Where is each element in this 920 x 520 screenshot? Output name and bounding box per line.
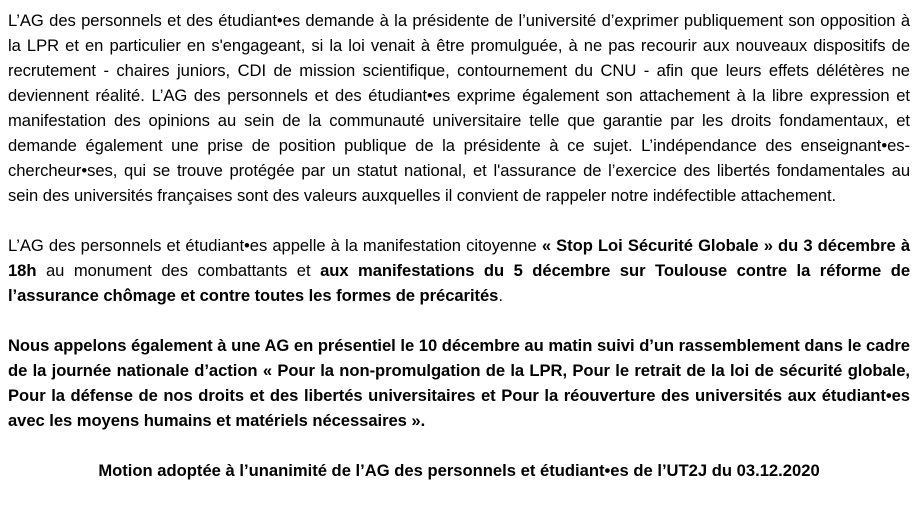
paragraph2-bold-1: « Stop Loi Sécurité Globale » du 3 décembre à 18h [8,236,910,280]
paragraph2-text-2: au monument des combattants et [36,261,321,280]
paragraph2-text-1: L’AG des personnels et étudiant•es appelle à la manifestation citoyenne [8,236,542,255]
motion-footer: Motion adoptée à l’unanimité de l’AG des personnels et étudiant•es de l’UT2J du 03.12.2020 [98,461,820,480]
paragraph-manifestation-call [8,233,910,308]
motion-document [8,8,910,483]
paragraph2-text-3: . [498,286,503,305]
paragraph-opposition-lpr: L’AG des personnels et des étudiant•es demande à la présidente de l’université d’exprimer publiquement son opposition à la LPR et en particulier en s'engageant, si la loi venait à être promulguée, à ne pas recourir aux nouveaux dispositifs de recrutement - chaires juniors, CDI de mission scientifique, contournement du CNU - afin que leurs effets délétères ne deviennent réalité. L’AG des personnels et des étudiant•es exprime également son attachement à la libre expression et manifestation des opinions au sein de la communauté universitaire telle que garantie par les droits fondamentaux, et demande également une prise de position publique de la présidente à ce sujet. L’indépendance des enseignant•es-chercheur•ses, qui se trouve protégée par un statut national, et l'assurance de l’exercice des libertés fondamentales au sein des universités françaises sont des valeurs auxquelles il convient de rappeler notre indéfectible attachement. [8,11,910,205]
paragraph-ag-call: Nous appelons également à une AG en présentiel le 10 décembre au matin suivi d’un rassemblement dans le cadre de la journée nationale d’action « Pour la non-promulgation de la LPR, Pour le retrait de la loi de sécurité globale, Pour la défense de nos droits et des libertés universitaires et Pour la réouverture des universités aux étudiant•es avec les moyens humains et matériels nécessaires ». [8,336,910,430]
paragraph2-bold-2: aux manifestations du 5 décembre sur Toulouse contre la réforme de l’assurance chômage et contre toutes les formes de précarités [8,261,911,305]
